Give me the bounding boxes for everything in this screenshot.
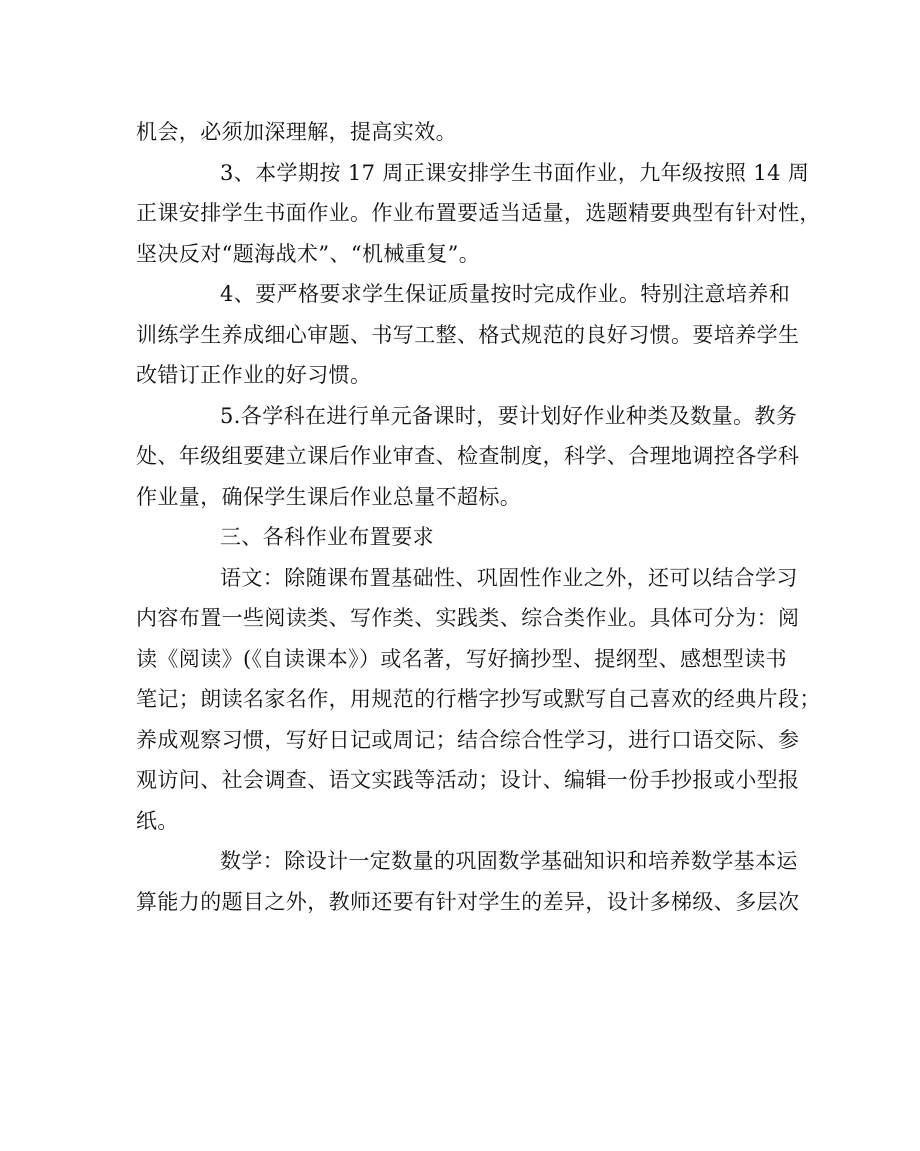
- text-line: 数学：除设计一定数量的巩固数学基础知识和培养数学基本运: [220, 849, 798, 873]
- paragraph-continuation: [136, 112, 786, 153]
- text-line: 观访问、社会调查、语文实践等活动；设计、编辑一份手抄报或小型报: [136, 768, 800, 792]
- document-body: [136, 112, 821, 922]
- text-line: 4、要严格要求学生保证质量按时完成作业。特别注意培养和: [220, 282, 791, 306]
- text-line: 坚决反对“题海战术”、“机械重复”。: [136, 241, 481, 266]
- section-heading: [136, 517, 786, 558]
- text-line: 训练学生养成细心审题、书写工整、格式规范的良好习惯。要培养学生: [136, 322, 800, 347]
- paragraph-item-5: [136, 396, 800, 518]
- text-line: 处、年级组要建立课后作业审查、检查制度，科学、合理地调控各学科: [136, 444, 800, 468]
- paragraph-chinese: [136, 558, 821, 842]
- text-line: 改错订正作业的好习惯。: [136, 363, 372, 387]
- section-heading-text: 三、各科作业布置要求: [220, 525, 434, 549]
- text-line: 养成观察习惯，写好日记或周记；结合综合性学习，进行口语交际、参: [136, 727, 800, 752]
- paragraph-item-3: [136, 153, 821, 275]
- text-line: 3、本学期按 17 周正课安排学生书面作业，九年级按照 14 周: [220, 160, 810, 185]
- text-line: 算能力的题目之外，教师还要有针对学生的差异，设计多梯级、多层次: [136, 889, 800, 914]
- text-line: 作业量，确保学生课后作业总量不超标。: [136, 484, 522, 509]
- paragraph-item-4: [136, 274, 800, 396]
- paragraph-math: [136, 841, 800, 922]
- text-line: 语文：除随课布置基础性、巩固性作业之外，还可以结合学习: [220, 565, 798, 590]
- text-line: 5.各学科在进行单元备课时，要计划好作业种类及数量。教务: [220, 403, 798, 428]
- text-line: 机会，必须加深理解，提高实效。: [136, 120, 457, 144]
- text-line: 正课安排学生书面作业。作业布置要适当适量，选题精要典型有针对性，: [136, 201, 821, 225]
- text-line: 纸。: [136, 808, 179, 833]
- text-line: 笔记；朗读名家名作，用规范的行楷字抄写或默写自己喜欢的经典片段；: [136, 687, 821, 711]
- text-line: 读《阅读》(《自读课本》）或名著，写好摘抄型、提纲型、感想型读书: [136, 646, 787, 671]
- text-line: 内容布置一些阅读类、写作类、实践类、综合类作业。具体可分为：阅: [136, 606, 800, 630]
